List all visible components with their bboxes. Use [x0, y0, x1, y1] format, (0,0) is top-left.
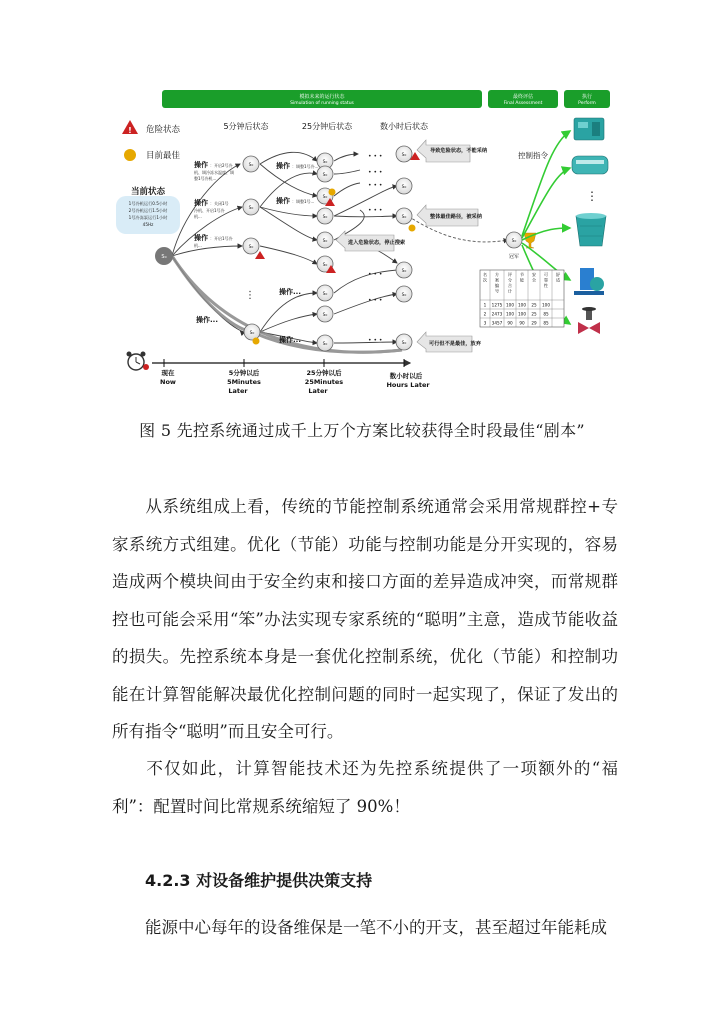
- table-header-cell: 案: [494, 277, 500, 283]
- op-detail: 机...: [194, 243, 202, 248]
- op-label: 操作: [276, 162, 290, 170]
- paragraph-maintenance: [112, 909, 618, 947]
- table-cell: 2: [483, 311, 487, 317]
- op-detail: 整1号冷机...: [194, 176, 217, 181]
- table-header-cell: 编: [494, 283, 500, 288]
- op-detail: ：调整1号冷...: [292, 164, 319, 169]
- paragraph-config-time: [112, 750, 618, 825]
- table-header-cell: 名: [482, 272, 488, 277]
- state-node-label: S₀: [322, 292, 328, 297]
- final-node-label: S₀: [511, 239, 517, 244]
- table-cell: 100: [518, 302, 526, 308]
- current-state-line: 45Hz: [142, 222, 154, 227]
- state-node-label: S₀: [248, 206, 254, 211]
- op-detail: 操作...: [279, 288, 301, 296]
- champion-label: 冠军: [508, 254, 520, 260]
- state-node-label: S₀: [322, 239, 328, 244]
- op-label: 操作: [194, 199, 208, 207]
- current-state-line: 2号冷机运行1.5小时: [128, 208, 168, 213]
- paragraph-text: 从系统组成上看，传统的节能控制系统通常会采用常规群控+专家系统方式组建。优化（节能）功能与控制功能是分开实现的，容易造成两个模块间由于安全约束和接口方面的差异造成冲突，而常规群控也可能会采用“笨”办法实现专家系统的“聪明”主意，造成节能收益的损失。先控系统本身是一套优化控制系统，优化（节能）和控制功能在计算智能解决最优化控制问题的同时一起实现了，保证了发出的所有指令“聪明”而且安全可行。: [112, 497, 618, 741]
- svg-text:可行但不是最佳，放弃: 可行但不是最佳，放弃: [429, 341, 481, 347]
- op-label: 操作: [276, 197, 290, 205]
- table-header-cell: 号: [494, 288, 500, 294]
- time-5min-en: Later: [228, 387, 248, 395]
- table-cell: 3457: [491, 320, 503, 326]
- table-header-cell: 安: [531, 272, 537, 277]
- table-header-cell: 全: [531, 277, 537, 283]
- control-command-label: 控制指令: [518, 151, 548, 160]
- callout-danger: [417, 140, 488, 162]
- ellipsis: • • •: [368, 337, 383, 344]
- time-5min-cn: 5分钟以后: [228, 369, 260, 377]
- table-header-cell: 计: [507, 288, 513, 294]
- time-5min-en: 5Minutes: [227, 378, 261, 386]
- time-now-en: Now: [160, 378, 176, 386]
- table-cell: 3: [483, 320, 487, 326]
- ellipsis: ⋮: [245, 290, 255, 301]
- table-cell: 1275: [491, 302, 503, 308]
- callout-stop: [336, 231, 406, 251]
- table-header-cell: 可: [543, 272, 549, 277]
- op-detail: ：开启2号冷: [210, 163, 233, 168]
- legend-danger-label: 危险状态: [146, 125, 181, 135]
- op-detail: ：调整1号...: [292, 199, 315, 204]
- mpc-scenario-figure: [112, 88, 616, 406]
- state-node-label: S₀: [401, 185, 407, 190]
- op-detail: 操作...: [279, 336, 301, 344]
- col-25min-title: 25分钟后状态: [301, 122, 353, 131]
- state-node-label: S₀: [322, 173, 328, 178]
- table-cell: 2473: [491, 311, 503, 317]
- table-header-cell: 能: [519, 277, 525, 283]
- ellipsis: • • •: [368, 169, 383, 176]
- table-cell: 25: [531, 311, 537, 317]
- time-hours-en: Hours Later: [386, 381, 430, 389]
- state-node-label: S₀: [322, 342, 328, 347]
- table-header-cell: 适: [555, 277, 561, 283]
- time-now-cn: 现在: [161, 369, 175, 377]
- state-node-label: S₀: [401, 269, 407, 274]
- cooling-tower-icon: [576, 213, 606, 246]
- op-detail: 机...: [194, 214, 202, 219]
- table-cell: 100: [518, 311, 526, 317]
- legend-best-label: 目前最佳: [146, 151, 181, 161]
- ellipsis: • • •: [368, 153, 383, 160]
- op-label: 操作: [194, 234, 208, 242]
- table-cell: 29: [531, 320, 537, 326]
- ellipsis: ⋮: [586, 189, 598, 203]
- time-25min-cn: 25分钟以后: [306, 369, 342, 377]
- table-header-cell: 分: [507, 277, 513, 283]
- banner-simulation-en: Simulation of running status: [290, 101, 354, 106]
- table-header-cell: 舒: [555, 272, 561, 277]
- current-state-title: 当前状态: [130, 187, 166, 197]
- state-node-label: S₀: [401, 215, 407, 220]
- chiller-icon: [574, 118, 604, 140]
- table-cell: 85: [543, 311, 549, 317]
- best-icon: [409, 225, 416, 232]
- ellipsis: • • •: [368, 207, 383, 214]
- state-node-label: S₀: [322, 215, 328, 220]
- state-nodes: [155, 247, 173, 265]
- table-cell: 100: [506, 311, 514, 317]
- alarm-clock-icon: [127, 352, 150, 371]
- chiller-unit-icon: [572, 156, 608, 174]
- callout-best: [417, 205, 483, 226]
- state-node-label: S₀: [248, 245, 254, 250]
- current-state-line: 1号冷机运行0.5小时: [128, 201, 168, 206]
- svg-text:导致危险状态，不能采纳: 导致危险状态，不能采纳: [430, 148, 488, 154]
- op-detail: ：开启1号冷: [210, 236, 233, 241]
- best-icon: [124, 149, 136, 161]
- op-detail: ：关闭1号: [210, 201, 229, 206]
- state-node-label: S₀: [322, 313, 328, 318]
- table-header-cell: 合: [507, 283, 513, 288]
- ranking-table: [480, 270, 564, 327]
- table-header-cell: 性: [543, 283, 549, 288]
- col-5min-title: 5分钟后状态: [223, 122, 269, 131]
- best-icon: [253, 338, 260, 345]
- section-heading: 4.2.3 对设备维护提供决策支持: [145, 871, 373, 890]
- state-node-label: S₀: [248, 163, 254, 168]
- table-header-cell: 节: [519, 272, 525, 277]
- banner-assessment-cn: 最终评估: [512, 94, 534, 100]
- best-icon: [329, 189, 336, 196]
- table-header-cell: 靠: [543, 277, 549, 283]
- svg-text:进入危险状态，停止搜索: 进入危险状态，停止搜索: [348, 240, 406, 246]
- table-cell: 1: [483, 302, 487, 308]
- time-hours-cn: 数小时以后: [389, 372, 423, 380]
- state-node-label: S₀: [401, 153, 407, 158]
- table-cell: 90: [519, 320, 525, 326]
- op-label: 操作: [194, 161, 208, 169]
- table-cell: 25: [531, 302, 537, 308]
- callout-feasible: [417, 332, 482, 352]
- paragraph-system-composition: [112, 488, 618, 751]
- banner-simulation-cn: 模拟未来的运行状态: [299, 94, 345, 100]
- state-node-label: S₀: [322, 195, 328, 200]
- table-cell: 90: [507, 320, 513, 326]
- time-25min-en: 25Minutes: [304, 378, 344, 386]
- table-cell: 100: [542, 302, 550, 308]
- state-node-label: S₀: [401, 293, 407, 298]
- state-node-label: S₀: [249, 331, 255, 336]
- table-header-cell: 方: [494, 272, 500, 277]
- valve-icon: [578, 307, 600, 334]
- svg-text:整体最佳路径，被采纳: 整体最佳路径，被采纳: [430, 214, 482, 220]
- table-header-cell: 次: [482, 277, 488, 283]
- current-state-line: 1号冷冻泵运行1小时: [128, 215, 168, 220]
- state-node-label: S₀: [322, 263, 328, 268]
- pump-icon: [574, 268, 604, 295]
- op-detail: 机、调冷冻水温度、调: [194, 170, 234, 175]
- figure-caption: 图 5 先控系统通过成千上万个方案比较获得全时段最佳“剧本”: [139, 421, 585, 440]
- banner-perform-cn: 执行: [581, 94, 593, 100]
- state-node-label: S₀: [322, 160, 328, 165]
- op-detail: 冷机、开启1号冷: [194, 208, 225, 213]
- col-hours-title: 数小时后状态: [380, 122, 428, 131]
- ellipsis: • • •: [368, 271, 383, 278]
- state-node-label: S₀: [401, 341, 407, 346]
- table-cell: 100: [506, 302, 514, 308]
- root-node-label: S₀: [161, 254, 167, 260]
- ellipsis: • • •: [368, 297, 383, 304]
- svg-text:!: !: [128, 126, 132, 135]
- ellipsis: • • •: [368, 182, 383, 189]
- table-header-cell: 评: [507, 272, 513, 277]
- table-cell: 85: [543, 320, 549, 326]
- paragraph-text: 不仅如此，计算智能技术还为先控系统提供了一项额外的“福利”：配置时间比常规系统缩短了 90%！: [112, 759, 618, 816]
- op-detail: 操作...: [196, 316, 218, 324]
- paragraph-text: 能源中心每年的设备维保是一笔不小的开支，甚至超过年能耗成: [145, 918, 607, 937]
- banner-assessment-en: Final Assessment: [503, 101, 543, 106]
- banner-perform-en: Perform: [578, 101, 596, 106]
- time-25min-en: Later: [308, 387, 328, 395]
